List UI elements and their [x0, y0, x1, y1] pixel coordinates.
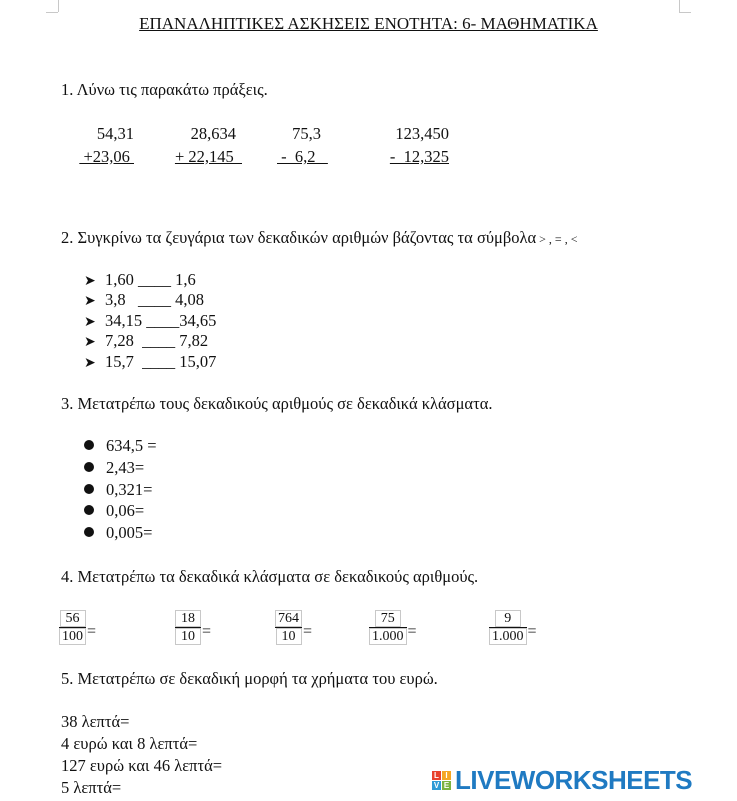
operation-4-bottom: - 12,325: [389, 147, 449, 166]
arrowhead-bullet-icon: ➤: [84, 314, 96, 330]
question-2-text: [61, 230, 577, 247]
convert-item: [84, 460, 144, 477]
convert-item: [84, 503, 144, 520]
question-2-label: 2. Συγκρίνω τα ζευγάρια των δεκαδικών αριθμών βάζοντας τα σύμβολα: [61, 228, 537, 247]
convert-item-text: 0,06=: [106, 501, 145, 520]
compare-item: [84, 313, 216, 330]
operation-4: [382, 124, 449, 167]
page-corner-mark-right: [679, 0, 680, 12]
compare-item-text: 1,60 ____ 1,6: [105, 270, 196, 289]
page-corner-mark-left-h: [46, 12, 58, 13]
money-item: 4 ευρώ και 8 λεπτά=: [61, 734, 198, 753]
money-item: 38 λεπτά=: [61, 712, 130, 731]
page-corner-mark-left: [58, 0, 59, 12]
convert-item: [84, 482, 152, 499]
compare-item-text: 3,8 ____ 4,08: [105, 290, 204, 309]
filled-circle-bullet-icon: [84, 484, 94, 494]
equals-sign: =: [527, 622, 537, 640]
fraction-1: [59, 610, 96, 645]
compare-item: [84, 333, 208, 350]
convert-item-text: 634,5 =: [106, 436, 157, 455]
money-item: 5 λεπτά=: [61, 778, 122, 797]
fraction-denominator: 1.000: [489, 628, 527, 645]
fraction-4: [369, 610, 417, 645]
operation-4-top: 123,450: [395, 124, 449, 143]
fraction-denominator: 10: [175, 628, 201, 645]
arrowhead-bullet-icon: ➤: [84, 293, 96, 309]
fraction-numerator: 75: [375, 610, 401, 627]
arrowhead-bullet-icon: ➤: [84, 273, 96, 289]
filled-circle-bullet-icon: [84, 462, 94, 472]
operation-1-bottom: +23,06: [79, 147, 134, 166]
money-item: 127 ευρώ και 46 λεπτά=: [61, 756, 223, 775]
fraction-5: [489, 610, 537, 645]
convert-item-text: 2,43=: [106, 458, 145, 477]
liveworksheets-watermark: [432, 765, 692, 796]
operation-1-top: 54,31: [96, 124, 134, 143]
fraction-denominator: 100: [59, 628, 86, 645]
equals-sign: =: [87, 622, 97, 640]
page-title: ΕΠΑΝΑΛΗΠΤΙΚΕΣ ΑΣΚΗΣΕΙΣ ΕΝΟΤΗΤΑ: 6- ΜΑΘΗΜΑΤΙΚΑ: [139, 14, 598, 33]
liveworksheets-wordmark: LIVEWORKSHEETS: [455, 765, 693, 795]
fraction-denominator: 1.000: [369, 628, 407, 645]
question-3-text: 3. Μετατρέπω τους δεκαδικούς αριθμούς σε δεκαδικά κλάσματα.: [61, 394, 493, 413]
fraction-denominator: 10: [276, 628, 302, 645]
question-4-text: 4. Μετατρέπω τα δεκαδικά κλάσματα σε δεκαδικούς αριθμούς.: [61, 567, 479, 586]
convert-item: [84, 438, 157, 455]
compare-item: [84, 272, 196, 289]
arrowhead-bullet-icon: ➤: [84, 334, 96, 350]
fraction-2: [175, 610, 211, 645]
convert-item-text: 0,321=: [106, 480, 153, 499]
filled-circle-bullet-icon: [84, 527, 94, 537]
liveworksheets-logo-icon: L I V E: [433, 771, 450, 790]
fraction-numerator: 9: [495, 610, 521, 627]
fraction-numerator: 56: [60, 610, 86, 627]
compare-item: [84, 292, 204, 309]
filled-circle-bullet-icon: [84, 440, 94, 450]
compare-item-text: 15,7 ____ 15,07: [105, 352, 217, 371]
compare-item-text: 34,15 ____34,65: [105, 311, 217, 330]
operation-3-bottom: - 6,2: [277, 147, 328, 166]
fraction-numerator: 764: [275, 610, 302, 627]
arrowhead-bullet-icon: ➤: [84, 355, 96, 371]
filled-circle-bullet-icon: [84, 505, 94, 515]
operation-3-top: 75,3: [292, 124, 321, 143]
equals-sign: =: [202, 622, 212, 640]
comparison-symbols: > , = , <: [536, 232, 578, 246]
equals-sign: =: [303, 622, 313, 640]
question-5-text: 5. Μετατρέπω σε δεκαδική μορφή τα χρήματα του ευρώ.: [61, 669, 438, 688]
compare-item: [84, 354, 216, 371]
fraction-numerator: 18: [175, 610, 201, 627]
fraction-3: [275, 610, 312, 645]
operation-3: [277, 124, 327, 167]
equals-sign: =: [407, 622, 417, 640]
operation-2-top: 28,634: [190, 124, 236, 143]
convert-item: [84, 525, 152, 542]
operation-2: [170, 124, 242, 167]
operation-1: [60, 124, 134, 167]
page-corner-mark-right-h: [679, 12, 691, 13]
question-1-text: 1. Λύνω τις παρακάτω πράξεις.: [61, 80, 268, 99]
operation-2-bottom: + 22,145: [174, 147, 242, 166]
compare-item-text: 7,28 ____ 7,82: [105, 331, 209, 350]
convert-item-text: 0,005=: [106, 523, 153, 542]
